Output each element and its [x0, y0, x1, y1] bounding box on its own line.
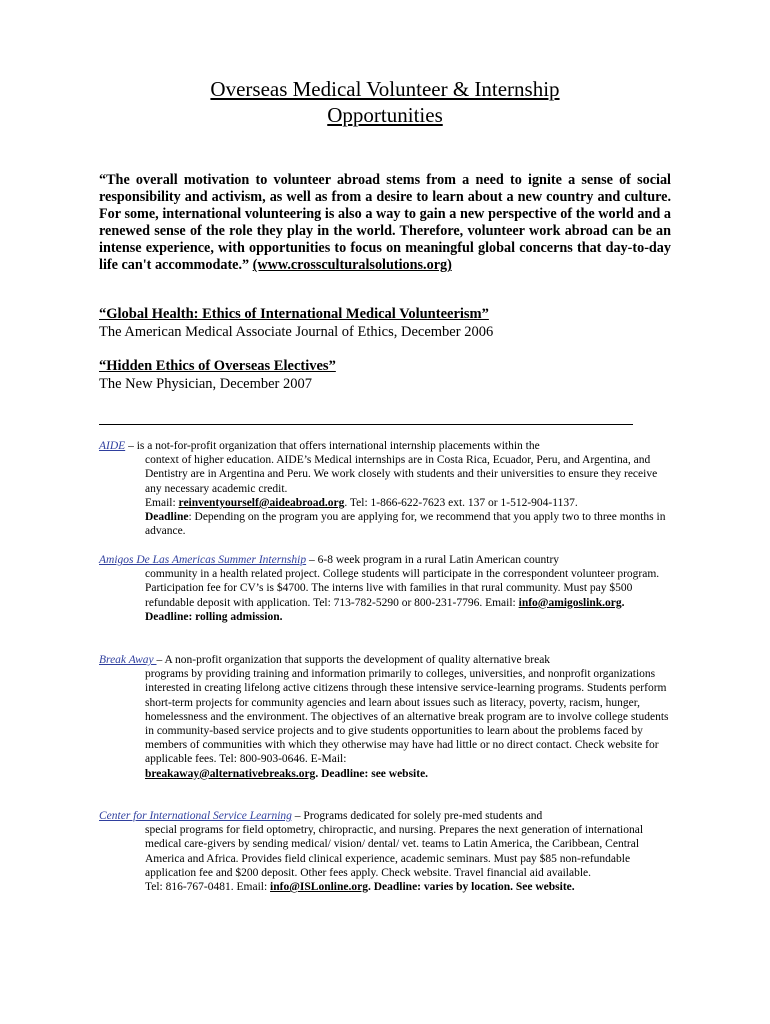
entry-description: community in a health related project. College students will participate in the correspondent volunteer program. Participation fee for CV’s is $4700. The interns live with families in that rural community. Must pay $500 refundable deposit with application. Tel: 713-782-5290 or 800-231-7796. Email: [145, 568, 660, 609]
deadline-label: Deadline [145, 511, 189, 524]
deadline-text: Deadline: rolling admission. [145, 610, 283, 623]
entry-intro: – Programs dedicated for solely pre-med students and [291, 810, 543, 822]
entry-link-breakaway[interactable]: Break Away [99, 654, 157, 666]
entry-link-aide[interactable]: AIDE [99, 440, 126, 452]
phone-text: Tel: 816-767-0481. Email: [145, 881, 271, 894]
entry-breakaway [99, 653, 671, 781]
entry-body [99, 453, 671, 538]
page-title-line-1: Overseas Medical Volunteer & Internship [210, 77, 560, 101]
reference-2 [99, 358, 659, 393]
intro-quote [99, 172, 671, 275]
entry-body [99, 823, 671, 894]
entry-description: programs by providing training and information primarily to colleges, universities, and nonprofit organizations interested in creating lifelong active citizens through these intensive service-learning programs. Students perform short-term projects for community agencies and learn about issues such as literacy, poverty, racism, hunger, homelessness and the environment. The objectives of an alternative break program are to involve college students in community-based service projects and to give students opportunities to learn about the problems faced by members of communities with which they otherwise may have had little or no direct contact. Check website for applicable fees. Tel: 800-903-0646. E-Mail: [145, 668, 669, 766]
entry-intro: – is a not-for-profit organization that offers international internship placements within the [125, 440, 540, 452]
quote-source-link[interactable]: (www.crossculturalsolutions.org) [252, 257, 452, 274]
email-label: Email: [145, 496, 179, 509]
entry-intro: – 6-8 week program in a rural Latin American country [306, 554, 560, 566]
entry-intro: – A non-profit organization that supports the development of quality alternative break [156, 654, 551, 666]
entry-link-cisl[interactable]: Center for International Service Learning [99, 810, 292, 822]
quote-text: “The overall motivation to volunteer abroad stems from a need to ignite a sense of social responsibility and activism, as well as from a desire to learn about a new country and culture. For some, international volunteering is also a way to gain a new perspective of the world and a renewed sense of the role they play in the world. Therefore, volunteer work abroad can be an intense experience, with opportunities to focus on meaningful global concerns that day-to-day life can't accommodate.” [99, 172, 671, 274]
divider [99, 424, 633, 425]
page-title-line-2: Opportunities [327, 103, 443, 127]
reference-source: The New Physician, December 2007 [99, 375, 313, 392]
reference-1 [99, 306, 659, 341]
deadline-text: . Deadline: see website. [315, 767, 429, 780]
entry-aide [99, 439, 671, 538]
entry-description: context of higher education. AIDE’s Medical internships are in Costa Rica, Ecuador, Peru, and Argentina, and Dentistry are in Argentina and Peru. We work closely with students and their universities to ensure they receive any necessary academic credit. [145, 454, 658, 495]
deadline-text: . Deadline: varies by location. See website. [367, 881, 575, 894]
page-title [100, 76, 670, 128]
entry-body [99, 567, 671, 624]
reference-title: “Global Health: Ethics of International Medical Volunteerism” [99, 306, 489, 322]
entry-description: special programs for field optometry, chiropractic, and nursing. Prepares the next generation of international medical care-givers by sending medical/ vision/ dental/ vet. teams to Latin America, the Caribbean, Central America and Africa. Provides field clinical experience, academic seminars. Must pay $85 non-refundable application fee and $200 deposit. Other fees apply. Check website. Travel financial aid available. [145, 824, 644, 879]
email-link[interactable]: info@amigoslink.org [518, 596, 622, 609]
deadline-text: : Depending on the program you are applying for, we recommend that you apply two to three months in advance. [145, 511, 666, 538]
reference-title: “Hidden Ethics of Overseas Electives” [99, 358, 336, 374]
email-end: . [621, 596, 625, 609]
phone-text: . Tel: 1-866-622-7623 ext. 137 or 1-512-904-1137. [344, 496, 578, 509]
reference-source: The American Medical Associate Journal of Ethics, December 2006 [99, 323, 494, 340]
email-link[interactable]: info@ISLonline.org [270, 881, 368, 894]
entry-cisl [99, 809, 671, 894]
entry-body [99, 667, 671, 781]
email-link[interactable]: reinventyourself@aideabroad.org [178, 496, 345, 509]
entry-link-amigos[interactable]: Amigos De Las Americas Summer Internship [99, 554, 307, 566]
entry-amigos [99, 553, 671, 624]
email-link[interactable]: breakaway@alternativebreaks.org [145, 767, 316, 780]
